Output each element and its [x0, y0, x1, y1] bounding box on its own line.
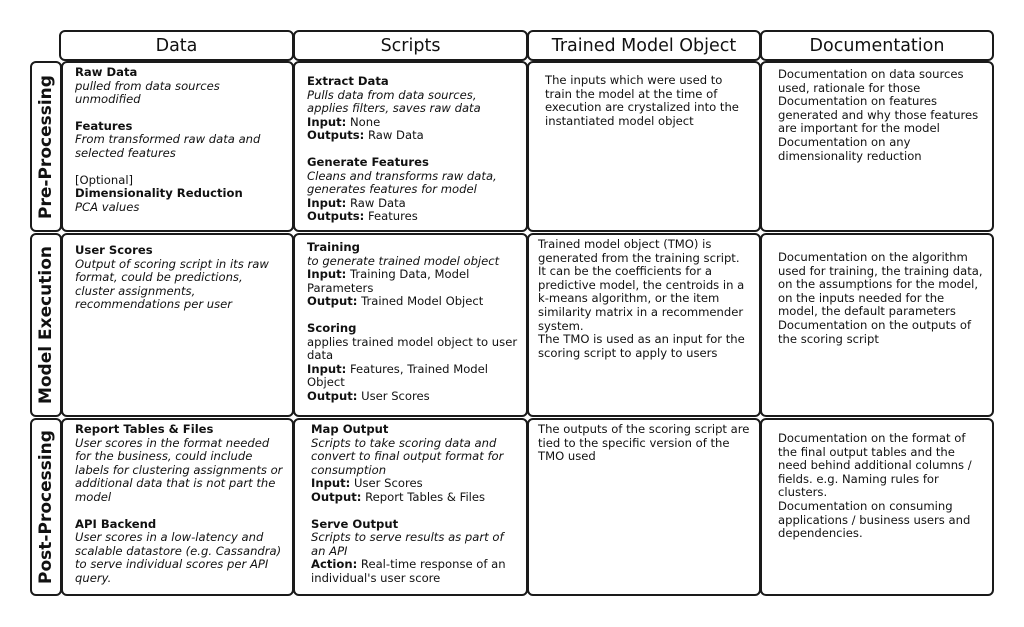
scoring-title: Scoring: [307, 320, 357, 335]
header-scripts: [293, 30, 528, 61]
exec-doc-1: Documentation on the algorithm used for training, the training data, on the assumptions for the model, on the inputs needed for the model, the default parameters: [778, 250, 983, 319]
serve-output-title: Serve Output: [311, 516, 399, 531]
scoring-desc: applies trained model object to user data: [307, 334, 518, 363]
cell-post-data: [61, 418, 294, 596]
generate-outputs: Outputs: Features: [307, 209, 418, 224]
cell-exec-docs: [760, 233, 994, 417]
post-tmo-text: The outputs of the scoring script are tied to the specific version of the TMO used: [538, 422, 750, 464]
extract-data-title: Extract Data: [307, 74, 389, 88]
map-output-title: Map Output: [311, 422, 389, 436]
api-backend-desc: User scores in a low-latency and scalable datastore (e.g. Cassandra) to serve individual scores per API query.: [75, 530, 282, 585]
serve-action: Action: Real-time response of an individual's user score: [311, 557, 506, 585]
header-data: [59, 30, 294, 61]
generate-input: Input: Raw Data: [307, 195, 406, 210]
raw-data-desc: pulled from data sources unmodified: [75, 78, 220, 107]
generate-features-desc: Cleans and transforms raw data, generates features for model: [307, 168, 497, 197]
report-tables-title: Report Tables & Files: [75, 422, 214, 436]
header-trained-model-object: [527, 30, 761, 61]
cell-exec-tmo: [527, 233, 761, 417]
features-desc: From transformed raw data and selected features: [75, 132, 261, 160]
row-label-post-text: Post-Processing: [36, 430, 56, 584]
pre-tmo-text: The inputs which were used to train the model at the time of execution are crystalized into the instantiated model object: [545, 73, 739, 128]
training-input: Input: Training Data, Model Parameters: [307, 267, 470, 295]
dimred-desc: PCA values: [75, 199, 140, 214]
exec-tmo-text-1: Trained model object (TMO) is generated from the training script. It can be the coefficients for a predictive model, the centroids in a k-means algorithm, or the item similarity matrix in a recommender system.: [538, 237, 745, 333]
post-doc-1: Documentation on the format of the final output tables and the need behind additional columns / fields. e.g. Naming rules for clusters.: [778, 431, 972, 500]
serve-output-desc: Scripts to serve results as part of an API: [311, 530, 504, 558]
cell-pre-data: [61, 61, 294, 232]
user-scores-desc: Output of scoring script in its raw format, could be predictions, cluster assignments, recommendations per user: [75, 256, 269, 312]
header-scripts-label: Scripts: [380, 35, 441, 56]
cell-post-docs: [760, 418, 994, 596]
pre-doc-1: Documentation on data sources used, rationale for those: [778, 67, 964, 95]
cell-pre-docs: [760, 61, 994, 232]
pre-doc-3: Documentation on any dimensionality reduction: [778, 134, 922, 163]
training-output: Output: Trained Model Object: [307, 294, 484, 309]
row-label-pre-text: Pre-Processing: [36, 74, 56, 219]
training-title: Training: [307, 240, 360, 254]
header-tmo-label: Trained Model Object: [551, 35, 737, 56]
pre-doc-2: Documentation on features generated and why those features are important for the model: [778, 94, 979, 136]
row-label-exec-text: Model Execution: [36, 245, 57, 405]
training-desc: to generate trained model object: [307, 253, 500, 268]
raw-data-title: Raw Data: [75, 65, 138, 79]
map-input: Input: User Scores: [311, 476, 423, 491]
map-output: Output: Report Tables & Files: [311, 489, 486, 504]
exec-tmo-text-2: The TMO is used as an input for the scoring script to apply to users: [538, 332, 745, 360]
optional-tag: [Optional]: [75, 172, 134, 187]
cell-post-scripts: [293, 418, 528, 596]
row-label-pre-processing: [30, 61, 62, 232]
api-backend-title: API Backend: [75, 516, 157, 531]
cell-pre-scripts: [293, 61, 528, 232]
user-scores-title: User Scores: [75, 243, 153, 257]
dimred-title: Dimensionality Reduction: [75, 186, 243, 201]
generate-features-title: Generate Features: [307, 154, 429, 169]
extract-data-desc: Pulls data from data sources, applies filters, saves raw data: [307, 87, 481, 116]
header-docs-label: Documentation: [809, 35, 945, 56]
cell-exec-data: [61, 233, 294, 417]
post-doc-2: Documentation on consuming applications / business users and dependencies.: [778, 498, 971, 541]
exec-doc-2: Documentation on the outputs of the scoring script: [778, 317, 972, 346]
report-tables-desc: User scores in the format needed for the business, could include labels for clustering assignments or additional data that is not part the model: [75, 435, 283, 504]
cell-post-tmo: [527, 418, 761, 596]
map-output-desc: Scripts to take scoring data and convert to final output format for consumption: [311, 435, 504, 477]
header-data-label: Data: [155, 35, 198, 56]
header-documentation: [760, 30, 994, 61]
scoring-output: Output: User Scores: [307, 388, 430, 403]
scoring-input: Input: Features, Trained Model Object: [307, 361, 489, 390]
features-title: Features: [75, 118, 133, 133]
cell-pre-tmo: [527, 61, 761, 232]
extract-outputs: Outputs: Raw Data: [307, 128, 424, 143]
row-label-model-execution: [30, 233, 62, 417]
cell-exec-scripts: [293, 233, 528, 417]
row-label-post-processing: [30, 418, 62, 596]
extract-input: Input: None: [307, 114, 381, 129]
